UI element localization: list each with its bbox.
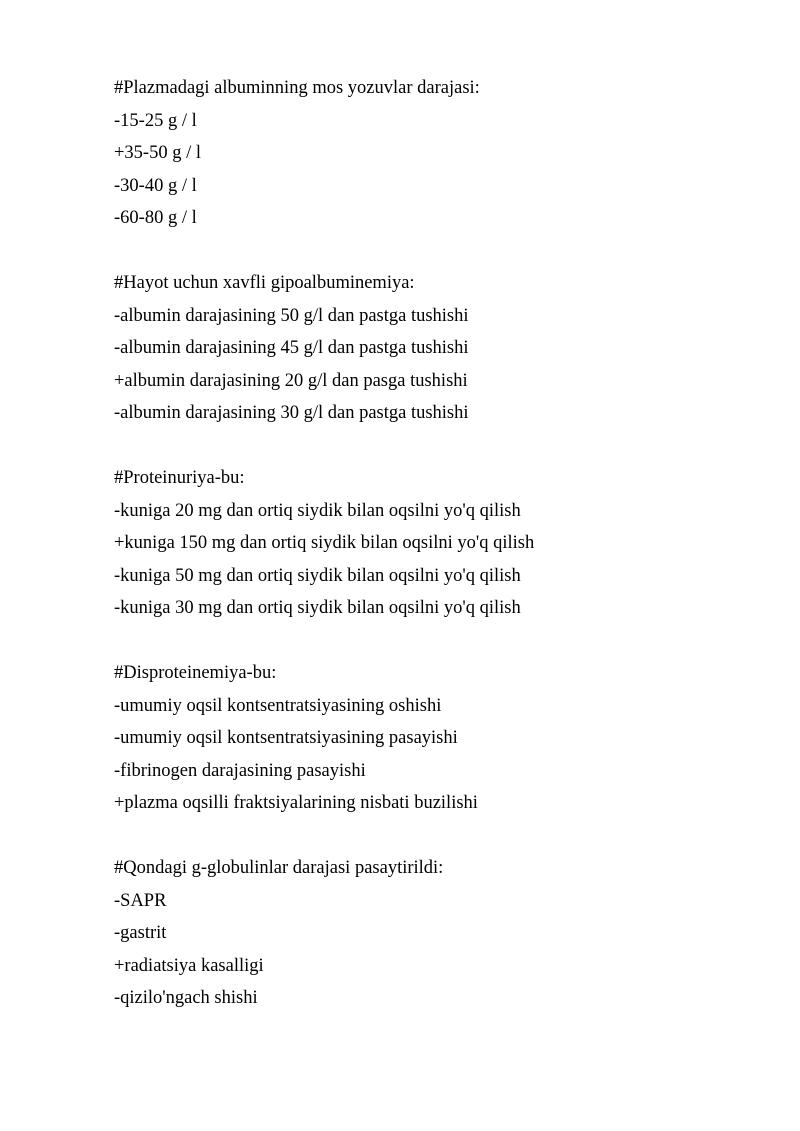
answer-option: -albumin darajasining 30 g/l dan pastga tushishi xyxy=(114,403,469,423)
answer-option: -fibrinogen darajasining pasayishi xyxy=(114,760,366,781)
answer-option: -umumiy oqsil kontsentratsiyasining oshishi xyxy=(114,695,442,716)
question-block xyxy=(114,462,754,625)
answer-option: -30-40 g / l xyxy=(114,175,197,196)
question-block xyxy=(114,852,754,1015)
answer-option-correct: +albumin darajasining 20 g/l dan pasga tushishi xyxy=(114,370,468,391)
question-prompt: #Disproteinemiya-bu: xyxy=(114,663,277,683)
question-prompt: #Qondagi g-globulinlar darajasi pasaytirildi: xyxy=(114,858,444,878)
answer-option: -qizilo'ngach shishi xyxy=(114,988,258,1008)
answer-option-correct: +plazma oqsilli fraktsiyalarining nisbati buzilishi xyxy=(114,793,478,813)
question-block xyxy=(114,267,754,430)
question-prompt: #Proteinuriya-bu: xyxy=(114,468,245,488)
answer-option: -kuniga 20 mg dan ortiq siydik bilan oqsilni yo'q qilish xyxy=(114,500,521,521)
question-prompt: #Hayot uchun xavfli gipoalbuminemiya: xyxy=(114,273,415,293)
answer-option-correct: +kuniga 150 mg dan ortiq siydik bilan oqsilni yo'q qilish xyxy=(114,533,535,553)
answer-option-correct: +radiatsiya kasalligi xyxy=(114,955,264,976)
question-block xyxy=(114,72,754,235)
answer-option: -albumin darajasining 50 g/l dan pastga tushishi xyxy=(114,305,469,326)
answer-option: -albumin darajasining 45 g/l dan pastga tushishi xyxy=(114,338,469,358)
answer-option: -SAPR xyxy=(114,890,167,911)
answer-option-correct: +35-50 g / l xyxy=(114,143,201,163)
answer-option: -kuniga 30 mg dan ortiq siydik bilan oqsilni yo'q qilish xyxy=(114,598,521,618)
answer-option: -umumiy oqsil kontsentratsiyasining pasayishi xyxy=(114,728,458,748)
answer-option: -gastrit xyxy=(114,923,167,943)
answer-option: -kuniga 50 mg dan ortiq siydik bilan oqsilni yo'q qilish xyxy=(114,565,521,586)
answer-option: -15-25 g / l xyxy=(114,110,197,131)
document-page xyxy=(114,72,754,1047)
answer-option: -60-80 g / l xyxy=(114,208,197,228)
question-prompt: #Plazmadagi albuminning mos yozuvlar darajasi: xyxy=(114,78,480,98)
question-block xyxy=(114,657,754,820)
